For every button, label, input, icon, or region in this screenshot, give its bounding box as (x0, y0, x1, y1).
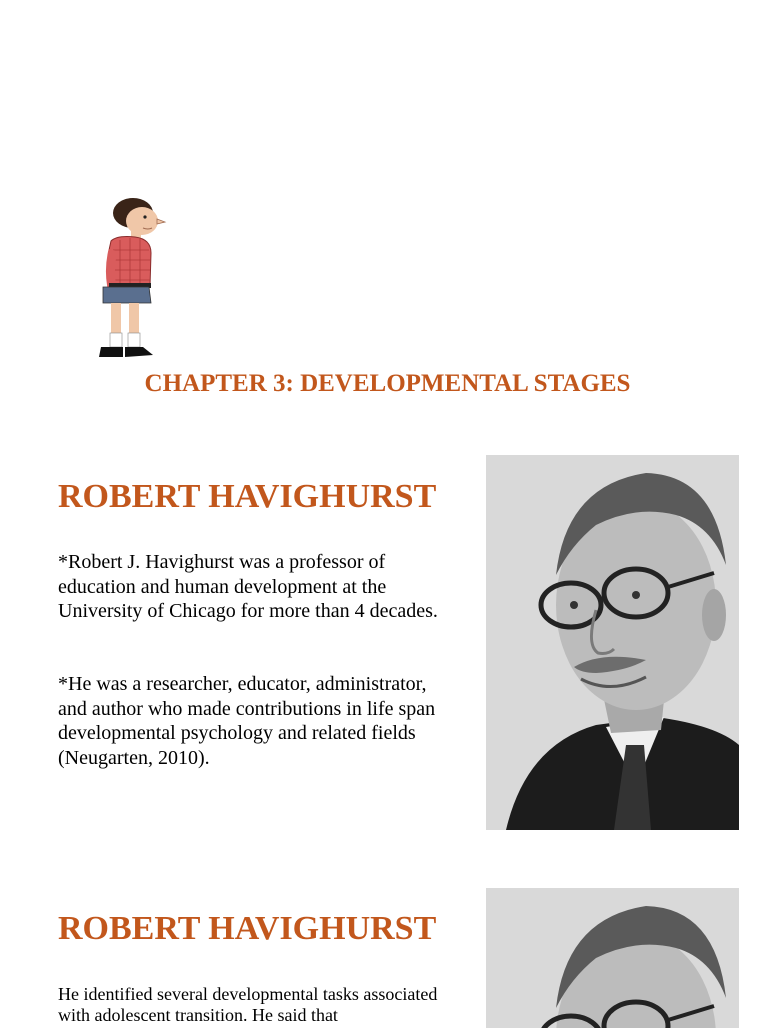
section-heading: ROBERT HAVIGHURST (58, 910, 437, 947)
paragraph: *Robert J. Havighurst was a professor of education and human development at the University of Chicago for more than 4 decades. (58, 551, 438, 622)
boy-illustration (95, 195, 170, 363)
section-heading: ROBERT HAVIGHURST (58, 478, 437, 515)
portrait-photo (486, 455, 739, 830)
chapter-title: CHAPTER 3: DEVELOPMENTAL STAGES (144, 370, 631, 397)
paragraph: *He was a researcher, educator, administrator, and author who made contributions in life span developmental psychology and related fields (Neugarten, 2010). (58, 673, 436, 769)
boy-cartoon-icon (95, 195, 170, 363)
paragraph: He identified several developmental tasks associated with adolescent transition. He said that (58, 984, 438, 1025)
portrait-photo (486, 888, 739, 1028)
